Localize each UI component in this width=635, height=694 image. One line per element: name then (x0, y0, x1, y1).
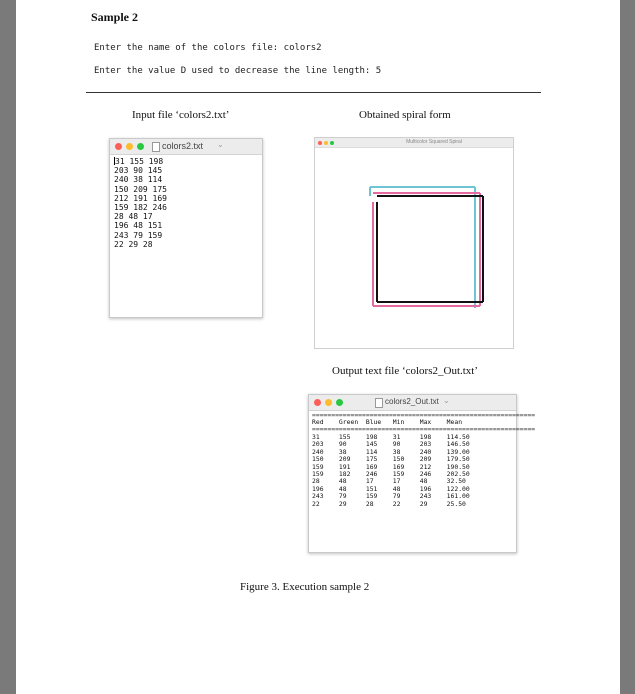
spiral-window (314, 137, 514, 349)
spiral-window-titlebar (315, 138, 513, 148)
table-header: Red Green Blue Min Max Mean (312, 418, 463, 426)
prompt-colors-file: Enter the name of the colors file: colors2 (94, 43, 322, 53)
output-window-titlebar (309, 395, 516, 411)
table-row: 150 209 175 150 209 179.50 (312, 455, 470, 464)
zoom-dot-icon[interactable] (336, 399, 343, 406)
input-line: 243 79 159 (114, 230, 163, 240)
sample-title: Sample 2 (91, 10, 139, 24)
table-row: 240 38 114 38 240 139.00 (312, 447, 470, 456)
output-window-title: colors2_Out.txt (385, 397, 439, 406)
input-line: 203 90 145 (114, 166, 163, 176)
input-window-title: colors2.txt (162, 141, 204, 151)
zoom-dot-icon[interactable] (137, 143, 144, 150)
minimize-dot-icon[interactable] (325, 399, 332, 406)
document-icon (152, 142, 160, 152)
table-row: 159 191 169 169 212 190.50 (312, 462, 470, 471)
minimize-dot-icon[interactable] (126, 143, 133, 150)
input-text-area[interactable] (114, 157, 167, 249)
input-line: 28 48 17 (114, 212, 153, 222)
close-dot-icon[interactable] (115, 143, 122, 150)
output-table-body[interactable] (312, 434, 470, 508)
divider (86, 92, 541, 93)
input-line: 150 209 175 (114, 184, 167, 194)
spiral-canvas (315, 148, 513, 346)
document-icon (375, 398, 383, 408)
table-row: 203 90 145 90 203 146.50 (312, 440, 470, 449)
table-row: 196 48 151 48 196 122.00 (312, 484, 470, 493)
chevron-down-icon[interactable]: ⌄ (443, 396, 450, 405)
close-dot-icon[interactable] (314, 399, 321, 406)
spiral-window-title: Multicolor Squared Spiral (406, 139, 462, 145)
table-row: 31 155 198 31 198 114.50 (312, 433, 470, 441)
input-line: 212 191 169 (114, 193, 167, 203)
document-page (16, 0, 620, 694)
input-file-window (109, 138, 263, 318)
output-file-window (308, 394, 536, 553)
input-line: 240 38 114 (114, 175, 163, 185)
minimize-dot-icon[interactable] (324, 141, 328, 145)
table-separator-bottom: ========================================================== (312, 425, 536, 433)
figure-caption: Figure 3. Execution sample 2 (240, 581, 370, 593)
table-row: 28 48 17 17 48 32.50 (312, 477, 466, 486)
table-row: 159 182 246 159 246 202.50 (312, 470, 470, 479)
zoom-dot-icon[interactable] (330, 141, 334, 145)
input-line: 22 29 28 (114, 239, 153, 249)
chevron-down-icon[interactable]: ⌄ (217, 140, 224, 149)
table-separator-top: ========================================================== (312, 411, 536, 419)
input-window-titlebar (110, 139, 262, 155)
spiral-drawing (370, 187, 483, 308)
table-row: 243 79 159 79 243 161.00 (312, 492, 470, 501)
input-line: 196 48 151 (114, 221, 163, 231)
input-line: 159 182 246 (114, 203, 167, 213)
caption-output-file: Output text file ‘colors2_Out.txt’ (332, 365, 479, 377)
close-dot-icon[interactable] (318, 141, 322, 145)
caption-spiral: Obtained spiral form (359, 109, 451, 121)
input-line: 31 155 198 (115, 157, 164, 166)
caption-input-file: Input file ‘colors2.txt’ (132, 109, 230, 121)
prompt-d-value: Enter the value D used to decrease the line length: 5 (94, 66, 382, 76)
table-row: 22 29 28 22 29 25.50 (312, 499, 466, 508)
